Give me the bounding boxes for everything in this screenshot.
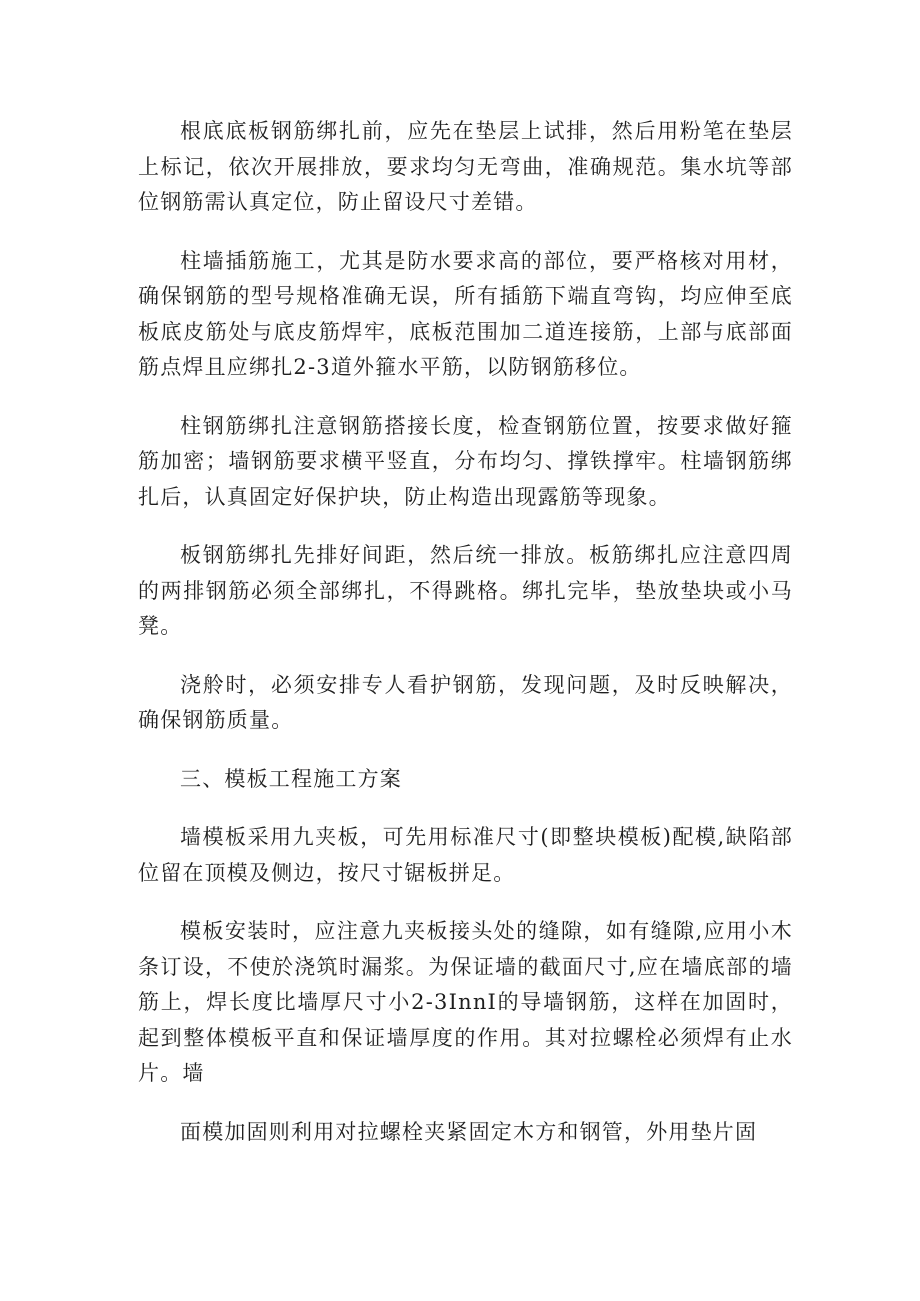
document-body [138, 114, 793, 1173]
paragraph-formwork-reinforcement: 面模加固则利用对拉螺栓夹紧固定木方和钢管，外用垫片固 [180, 1119, 758, 1144]
paragraph-column-wall-dowels: 柱墙插筋施工，尤其是防水要求高的部位，要严格核对用材，确保钢筋的型号规格准确无误，所有插筋下端直弯钩，均应伸至底板底皮筋处与底皮筋焊牢，底板范围加二道连接筋，上部与底部面筋点焊且应绑扎2-3道外箍水平筋，以防钢筋移位。 [138, 248, 793, 379]
paragraph-slab-rebar-binding: 板钢筋绑扎先排好间距，然后统一排放。板筋绑扎应注意四周的两排钢筋必须全部绑扎，不得跳格。绑扎完毕，垫放垫块或小马凳。 [138, 543, 793, 638]
paragraph-wall-formwork: 墙模板采用九夹板，可先用标准尺寸(即整块模板)配模,缺陷部位留在顶模及侧边，按尺寸锯板拼足。 [138, 825, 793, 885]
paragraph-column-rebar-binding: 柱钢筋绑扎注意钢筋搭接长度，检查钢筋位置，按要求做好箍筋加密；墙钢筋要求横平竖直，分布均匀、撑铁撑牢。柱墙钢筋绑扎后，认真固定好保护块，防止构造出现露筋等现象。 [138, 413, 793, 509]
paragraph-formwork-installation: 模板安装时，应注意九夹板接头处的缝隙，如有缝隙,应用小木条订设，不使於浇筑时漏浆。为保证墙的截面尺寸,应在墙底部的墙筋上，焊长度比墙厚尺寸小2-3InnI的导墙钢筋，这样在加固时，起到整体模板平直和保证墙厚度的作用。其对拉螺栓必须焊有止水片。墙 [138, 919, 793, 1085]
section-heading-formwork: 三、模板工程施工方案 [180, 766, 402, 791]
paragraph-pouring-supervision: 浇舲时，必须安排专人看护钢筋，发现问题，及时反映解决，确保钢筋质量。 [138, 672, 793, 732]
paragraph-rebar-layout: 根底底板钢筋绑扎前，应先在垫层上试排，然后用粉笔在垫层上标记，依次开展排放，要求均匀无弯曲，准确规范。集水坑等部位钢筋需认真定位，防止留设尺寸差错。 [138, 119, 793, 214]
